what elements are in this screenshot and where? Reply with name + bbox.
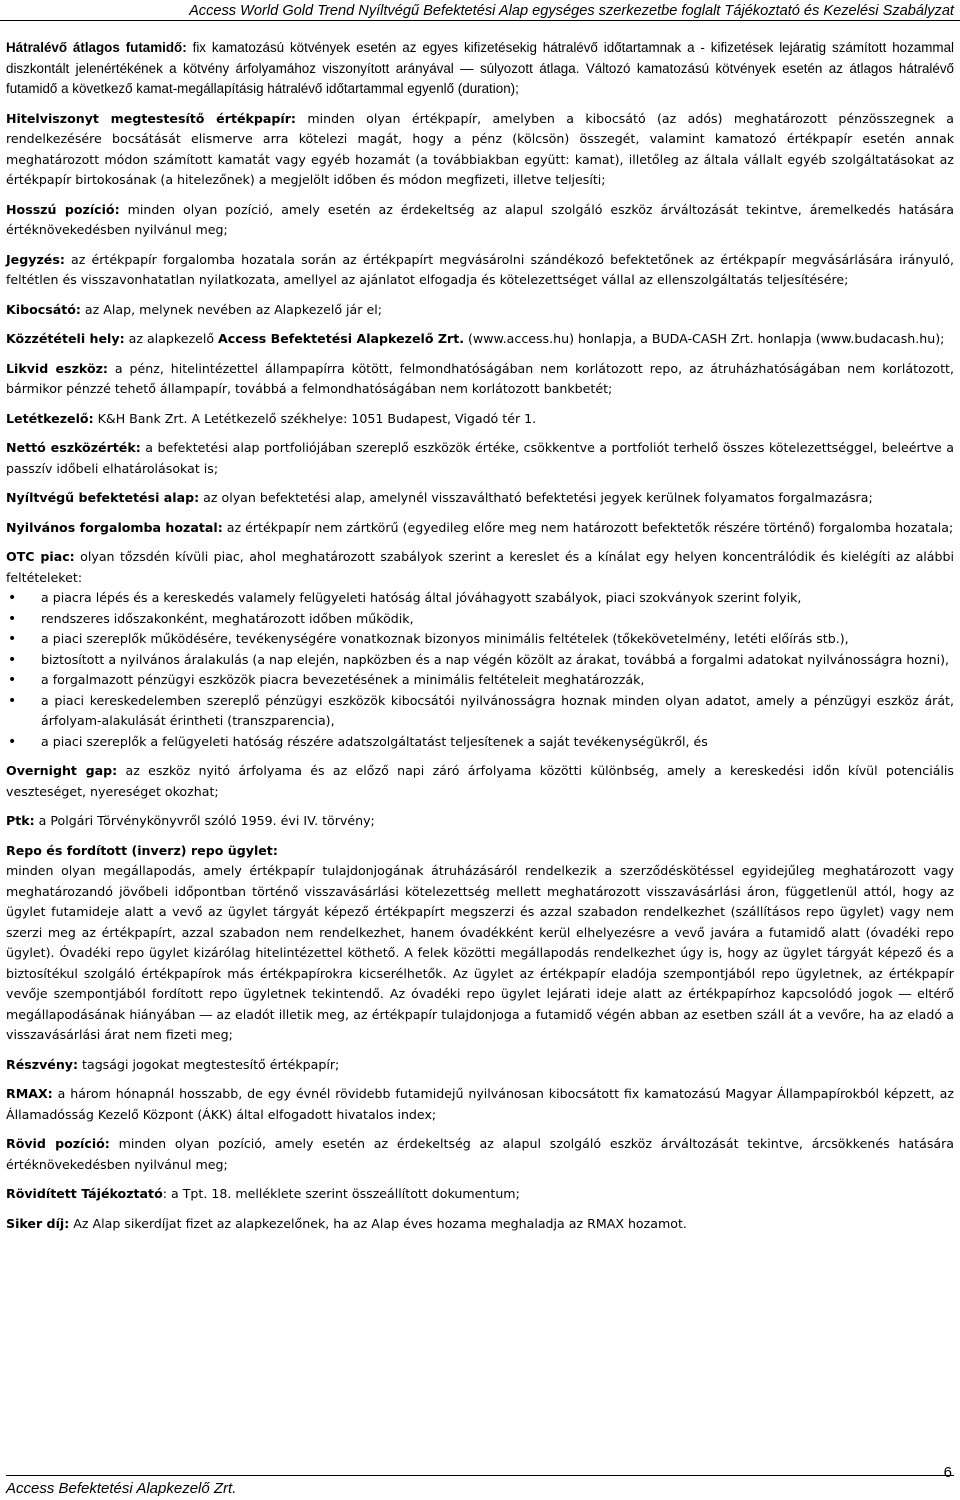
definition-term: RMAX:	[6, 1086, 53, 1101]
page-number: 6	[943, 1464, 952, 1481]
definition-term: Nettó eszközérték:	[6, 440, 141, 455]
definition-term: Közzétételi hely:	[6, 331, 125, 346]
definition-term: OTC piac:	[6, 549, 75, 564]
definition-nyiltvegu-alap	[6, 488, 954, 509]
otc-intro	[6, 547, 954, 588]
definition-text: olyan tőzsdén kívüli piac, ahol meghatározott szabályok szerint a kereslet és a kínálat egy helyen koncentrálódik és kielégíti az alábbi feltételeket:	[6, 549, 954, 585]
definition-term: Hátralévő átlagos futamidő:	[6, 40, 187, 55]
definition-text: minden olyan megállapodás, amely értékpapír tulajdonjogának átruházásáról rendelkezik a szerződéskötéssel egyidejűleg meghatározott vagy meghatározandó jövőbeli időpontban történő visszavásárlási kötelezettség mellett meghatározott visszavásárlási áron, függetlenül attól, hogy az ügylet futamideje alatt a vevő az ügylet tárgyát képező értékpapírt megszerzi és azzal szabadon rendelkezhet (szállításos repo ügylet) vagy nem szerzi meg az értékpapírt, azzal szabadon nem rendelkezhet, hanem óvadékként kerül elhelyezésre a vevő javára a futamidő alatt (óvadéki repo ügylet). Óvadéki repo ügylet kizárólag hitelintézettel köthető. A felek közötti megállapodás rendelkezhet úgy is, hogy az ügylet tárgyát képező és a biztosítékul szolgáló értékpapírok más értékpapírokra kicserélhetők. Az ügylet az értékpapír eladója szempontjából repo ügyletnek, az értékpapír vevője szempontjából fordított repo ügyletnek tekintendő. Az óvadéki repo ügylet lejárati ideje alatt az értékpapírhoz kapcsolódó jogok ― eltérő megállapodásának hiányában ― az eladót illetik meg, az értékpapír tulajdonjoga a futamidő végén abban az esetben száll át a vevőre, ha az eladó a visszavásárlási árat nem fizeti meg;	[6, 863, 954, 1042]
definition-text: a pénz, hitelintézettel állampapírra kötött, felmondhatóságában nem korlátozott repo, az átruházhatóságában nem korlátozott, bármikor pénzzé tehető állampapír, továbbá a felmondhatóságában nem korlátozott bankbetét;	[6, 360, 954, 396]
definition-term: Overnight gap:	[6, 763, 118, 778]
definition-term: Letétkezelő:	[6, 410, 94, 426]
definition-text: a három hónapnál hosszabb, de egy évnél rövidebb futamidejű nyilvánosan kibocsátott fix kamatozású Magyar Állampapírokból képzett, az Államadósság Kezelő Központ (ÁKK) által elfogadott hivatalos index;	[6, 1086, 954, 1122]
definition-text: a Polgári Törvénykönyvről szóló 1959. évi IV. törvény;	[34, 813, 375, 828]
definition-term: Részvény:	[6, 1056, 79, 1072]
definition-overnight-gap	[6, 761, 954, 802]
definition-term: Nyíltvégű befektetési alap:	[6, 490, 200, 505]
definition-likvid-eszkoz	[6, 359, 954, 400]
list-item: • a piaci szereplők működésére, tevékenységére vonatkoznak bizonyos minimális feltételek (tőkekövetelmény, letéti előírás stb.),	[6, 629, 954, 650]
page-header	[0, 0, 960, 21]
definition-letetkezelo	[6, 409, 954, 430]
definition-rovidített-tajekoztato	[6, 1184, 954, 1205]
definition-otc-piac	[6, 547, 954, 752]
definition-kibocsato	[6, 300, 954, 321]
company-name: Access Befektetési Alapkezelő Zrt.	[218, 331, 465, 346]
definition-netto-eszkozertek	[6, 438, 954, 479]
definition-siker-dij	[6, 1214, 954, 1235]
page-footer	[6, 1464, 954, 1500]
list-item: • biztosított a nyilvános áralakulás (a nap elején, napközben és a nap végén közölt az árakat, továbbá a forgalmi adatokat nyilvánosságra hozni),	[6, 650, 954, 671]
list-item: • a piacra lépés és a kereskedés valamely felügyeleti hatóság által jóváhagyott szabályok, piaci szokványok szerint folyik,	[6, 588, 954, 609]
definition-term: Jegyzés:	[6, 251, 65, 267]
list-item: • rendszeres időszakonként, meghatározott időben működik,	[6, 609, 954, 630]
list-item: • a piaci szereplők a felügyeleti hatóság részére adatszolgáltatást teljesítenek a saját tevékenységükről, és	[6, 732, 954, 753]
definition-text: az Alap, melynek nevében az Alapkezelő jár el;	[80, 301, 382, 317]
definition-reszveny	[6, 1055, 954, 1076]
definition-term: Siker díj:	[6, 1215, 70, 1231]
definition-hitelviszony	[6, 109, 954, 191]
definition-text: minden olyan értékpapír, amelyben a kibocsátó (az adós) meghatározott pénzösszegnek a rendelkezésére bocsátását elismerve arra kötelezi magát, hogy a pénz (kölcsön) összegét, valamint kamatozó értékpapír esetén annak meghatározott módon számított kamatát vagy egyéb hozamát (a továbbiakban együtt: kamat), illetőleg az általa vállalt egyéb szolgáltatásokat az értékpapír birtokosának (a hitelezőnek) a megjelölt időben és módon megfizeti, illetve teljesíti;	[6, 110, 954, 187]
definition-kozzeteteli-hely	[6, 329, 954, 350]
otc-conditions-list	[6, 588, 954, 752]
definition-term: Ptk:	[6, 813, 35, 828]
definition-text: a befektetési alap portfoliójában szereplő eszközök értéke, csökkentve a portfoliót terhelő összes kötelezettséggel, beleértve a passzív időbeli elhatárolásokat is;	[6, 440, 954, 476]
definition-nyilvanos-forgalomba-hozatal	[6, 518, 954, 539]
definition-jegyzes	[6, 250, 954, 291]
definition-hosszu-pozicio	[6, 200, 954, 241]
definition-rmax	[6, 1084, 954, 1125]
definition-ptk	[6, 811, 954, 832]
definition-text: az eszköz nyitó árfolyama és az előző napi záró árfolyama közötti különbség, amely a kereskedési időn kívül potenciális veszteséget, nyereséget okozhat;	[6, 763, 954, 799]
definition-text: K&H Bank Zrt. A Letétkezelő székhelye: 1051 Budapest, Vigadó tér 1.	[93, 410, 537, 426]
definition-term: Hosszú pozíció:	[6, 201, 120, 217]
footer-company: Access Befektetési Alapkezelő Zrt.	[6, 1480, 237, 1497]
list-item: • a piaci kereskedelemben szereplő pénzügyi eszközök kibocsátói nyilvánosságra hoznak minden olyan adatot, amely a pénzügyi eszköz árát, árfolyam-alakulását érintheti (transzparencia),	[6, 691, 954, 732]
document-title: Access World Gold Trend Nyíltvégű Befektetési Alap egységes szerkezetbe foglalt Tájékoztató és Kezelési Szabályzat	[189, 3, 954, 19]
definition-text: : a Tpt. 18. melléklete szerint összeállított dokumentum;	[162, 1186, 520, 1201]
definition-term: Likvid eszköz:	[6, 360, 108, 376]
definitions-content	[6, 38, 954, 1243]
definition-rovid-pozicio	[6, 1134, 954, 1175]
definition-text: Az Alap sikerdíjat fizet az alapkezelőnek, ha az Alap éves hozama meghaladja az RMAX hozamot.	[69, 1215, 687, 1231]
definition-term: Rövidített Tájékoztató	[6, 1186, 163, 1201]
definition-text: minden olyan pozíció, amely esetén az érdekeltség az alapul szolgáló eszköz árváltozását tekintve, áremelkedés hatására értéknövekedésben nyilvánul meg;	[6, 201, 954, 237]
definition-term: Hitelviszonyt megtestesítő értékpapír:	[6, 110, 296, 126]
definition-text: (www.access.hu) honlapja, a BUDA-CASH Zrt. honlapja (www.budacash.hu);	[464, 331, 945, 346]
definition-repo	[6, 841, 954, 1046]
list-item: • a forgalmazott pénzügyi eszközök piacra bevezetésének a minimális feltételeit meghatározzák,	[6, 670, 954, 691]
definition-text: minden olyan pozíció, amely esetén az érdekeltség az alapul szolgáló eszköz árváltozását tekintve, árcsökkenés hatására értéknövekedésben nyilvánul meg;	[6, 1136, 955, 1172]
definition-term: Rövid pozíció:	[6, 1136, 110, 1151]
definition-text: az olyan befektetési alap, amelynél visszaváltható befektetési jegyek kerülnek folyamatos forgalmazásra;	[199, 490, 873, 505]
definition-text: az értékpapír forgalomba hozatala során az értékpapírt megvásárolni szándékozó befektetőnek az értékpapír megvásárlására irányuló, feltétlen és visszavonhatatlan nyilatkozata, amellyel az ajánlatot elfogadja és kötelezettséget vállal az ellenszolgáltatás teljesítésére;	[6, 251, 954, 287]
definition-hatralevo-futamido	[6, 38, 954, 100]
definition-term: Kibocsátó:	[6, 301, 81, 317]
definition-text: az értékpapír nem zártkörű (egyedileg előre meg nem határozott befektetők részére történő) forgalomba hozatala;	[222, 519, 954, 535]
definition-text: fix kamatozású kötvények esetén az egyes kifizetésekig hátralévő időtartamnak a - kifizetések lejáratig számított hozammal diszkontált jelenértékének a kötvény árfolyamához viszonyított arányával ― súlyozott átlaga. Változó kamatozású kötvények esetén az átlagos hátralévő futamidő a következő kamat-megállapításig hátralévő időtartammal egyenlő (duration);	[6, 40, 954, 96]
definition-text: tagsági jogokat megtestesítő értékpapír;	[78, 1056, 340, 1072]
definition-text: az alapkezelő	[124, 331, 219, 346]
definition-term: Repo és fordított (inverz) repo ügylet:	[6, 842, 278, 858]
definition-term: Nyilvános forgalomba hozatal:	[6, 519, 223, 535]
